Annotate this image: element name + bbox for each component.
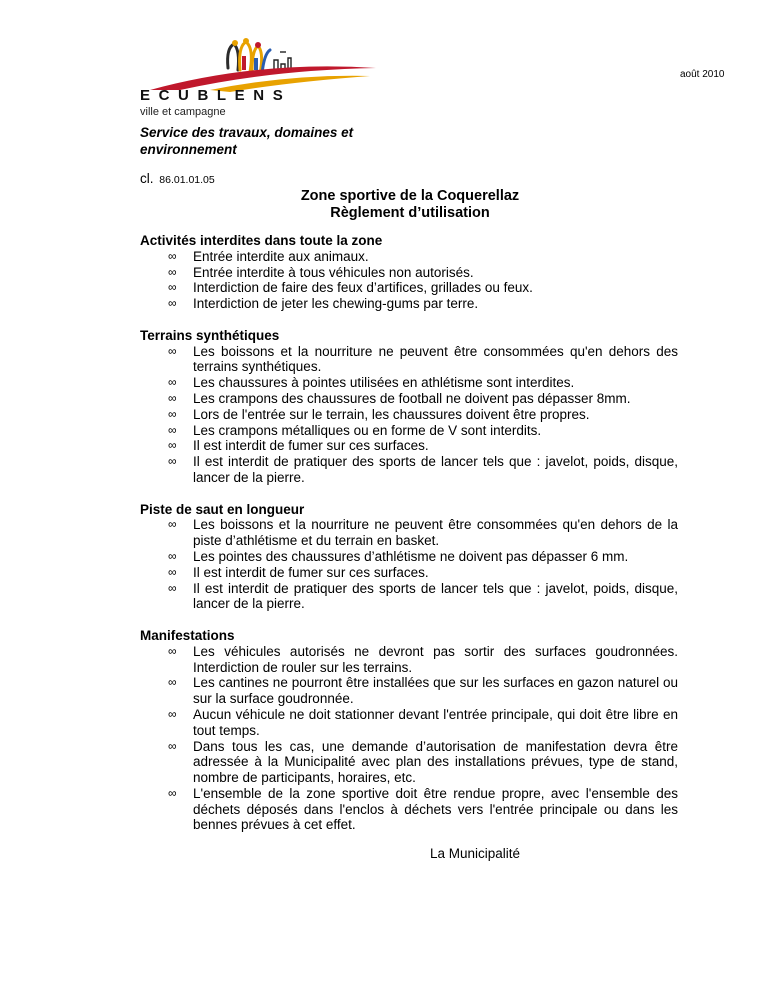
- document-title: Zone sportive de la Coquerellaz: [300, 188, 520, 204]
- rules-content: [140, 233, 678, 849]
- rule-text: L'ensemble de la zone sportive doit être rendue propre, avec l'ensemble des déchets déposés dans l'enclos à déchets vers l'entrée principale ou dans les bennes prévues à cet effet.: [193, 785, 678, 833]
- rule-item: [140, 280, 678, 296]
- bullet-icon: ∞: [168, 738, 177, 753]
- bullet-icon: ∞: [168, 580, 177, 595]
- bullet-icon: ∞: [168, 785, 177, 800]
- signature: La Municipalité: [430, 846, 521, 861]
- rule-text: Lors de l'entrée sur le terrain, les chaussures doivent être propres.: [193, 406, 590, 422]
- bullet-icon: ∞: [168, 280, 177, 295]
- rule-list: [140, 344, 678, 486]
- bullet-icon: ∞: [168, 438, 177, 453]
- rule-item: [140, 707, 678, 739]
- rule-text: Les crampons des chaussures de football ne doivent pas dépasser 8mm.: [193, 390, 631, 406]
- rule-text: Les pointes des chaussures d’athlétisme ne doivent pas dépasser 6 mm.: [193, 548, 629, 564]
- bullet-icon: ∞: [168, 643, 177, 658]
- rule-section: [140, 328, 678, 486]
- rule-item: [140, 644, 678, 676]
- rule-item: [140, 423, 678, 439]
- rule-text: Les cantines ne pourront être installées que sur les surfaces en gazon naturel ou sur la surface goudronnée.: [193, 675, 678, 707]
- rule-item: [140, 391, 678, 407]
- rule-text: Dans tous les cas, une demande d’autorisation de manifestation devra être adressée à la Municipalité avec plan des installations prévues, type de stand, nombre de participants, horaires, etc.: [193, 738, 678, 786]
- classification-code: 86.01.01.05: [159, 174, 215, 186]
- bullet-icon: ∞: [168, 706, 177, 721]
- rule-item: [140, 581, 678, 613]
- rule-item: [140, 438, 678, 454]
- rule-item: [140, 786, 678, 833]
- rule-text: Il est interdit de fumer sur ces surfaces.: [193, 438, 429, 454]
- rule-text: Les crampons métalliques ou en forme de V sont interdits.: [193, 422, 542, 438]
- rule-item: [140, 375, 678, 391]
- document-header: [140, 188, 680, 222]
- bullet-icon: ∞: [168, 248, 177, 263]
- bullet-icon: ∞: [168, 675, 177, 690]
- rule-text: Entrée interdite à tous véhicules non autorisés.: [193, 264, 474, 280]
- section-title: Piste de saut en longueur: [140, 501, 305, 517]
- bullet-icon: ∞: [168, 517, 177, 532]
- bullet-icon: ∞: [168, 406, 177, 421]
- rule-item: [140, 565, 678, 581]
- document-date: août 2010: [680, 69, 725, 80]
- rule-text: Il est interdit de pratiquer des sports de lancer tels que : javelot, poids, disque, lancer de la pierre.: [193, 454, 678, 485]
- bullet-icon: ∞: [168, 454, 177, 469]
- rule-text: Il est interdit de fumer sur ces surfaces.: [193, 564, 429, 580]
- bullet-icon: ∞: [168, 296, 177, 311]
- rule-list: [140, 644, 678, 834]
- rule-item: [140, 454, 678, 486]
- rule-text: Les chaussures à pointes utilisées en athlétisme sont interdites.: [193, 375, 575, 391]
- section-title: Manifestations: [140, 627, 235, 643]
- rule-item: [140, 265, 678, 281]
- rule-section: [140, 502, 678, 613]
- rule-text: Les boissons et la nourriture ne peuvent être consommées qu'en dehors des terrains synthétiques.: [193, 343, 678, 375]
- rule-item: [140, 517, 678, 549]
- classification: [140, 171, 215, 186]
- classification-prefix: cl.: [140, 171, 154, 186]
- rule-item: [140, 407, 678, 423]
- rule-item: [140, 549, 678, 565]
- bullet-icon: ∞: [168, 390, 177, 405]
- rule-item: [140, 344, 678, 376]
- brand-name: ECUBLENS: [140, 87, 292, 104]
- rule-text: Il est interdit de pratiquer des sports de lancer tels que : javelot, poids, disque, lancer de la pierre.: [193, 580, 678, 612]
- ecublens-logo: [140, 38, 380, 94]
- rule-section: [140, 628, 678, 833]
- rule-text: Interdiction de faire des feux d’artifices, grillades ou feux.: [193, 280, 533, 296]
- rule-text: Entrée interdite aux animaux.: [193, 248, 369, 264]
- brand-tagline: ville et campagne: [140, 106, 226, 118]
- bullet-icon: ∞: [168, 264, 177, 279]
- rule-list: [140, 517, 678, 612]
- rule-text: Aucun véhicule ne doit stationner devant l'entrée principale, qui doit être libre en tout temps.: [193, 706, 678, 738]
- rule-text: Interdiction de jeter les chewing-gums par terre.: [193, 296, 479, 312]
- rule-text: Les véhicules autorisés ne devront pas sortir des surfaces goudronnées. Interdiction de rouler sur les terrains.: [193, 643, 678, 675]
- rule-list: [140, 249, 678, 312]
- service-name: Service des travaux, domaines et environnement: [140, 125, 354, 157]
- rule-text: Les boissons et la nourriture ne peuvent être consommées qu'en dehors de la piste d’athlétisme et du terrain en basket.: [193, 517, 678, 549]
- rule-item: [140, 739, 678, 786]
- bullet-icon: ∞: [168, 548, 177, 563]
- rule-item: [140, 249, 678, 265]
- bullet-icon: ∞: [168, 422, 177, 437]
- rule-item: [140, 675, 678, 707]
- bullet-icon: ∞: [168, 343, 177, 358]
- section-title: Activités interdites dans toute la zone: [140, 233, 383, 248]
- section-title: Terrains synthétiques: [140, 327, 280, 343]
- document-subtitle: Règlement d’utilisation: [330, 205, 490, 221]
- bullet-icon: ∞: [168, 375, 177, 390]
- rule-item: [140, 296, 678, 312]
- bullet-icon: ∞: [168, 564, 177, 579]
- rule-section: [140, 233, 678, 312]
